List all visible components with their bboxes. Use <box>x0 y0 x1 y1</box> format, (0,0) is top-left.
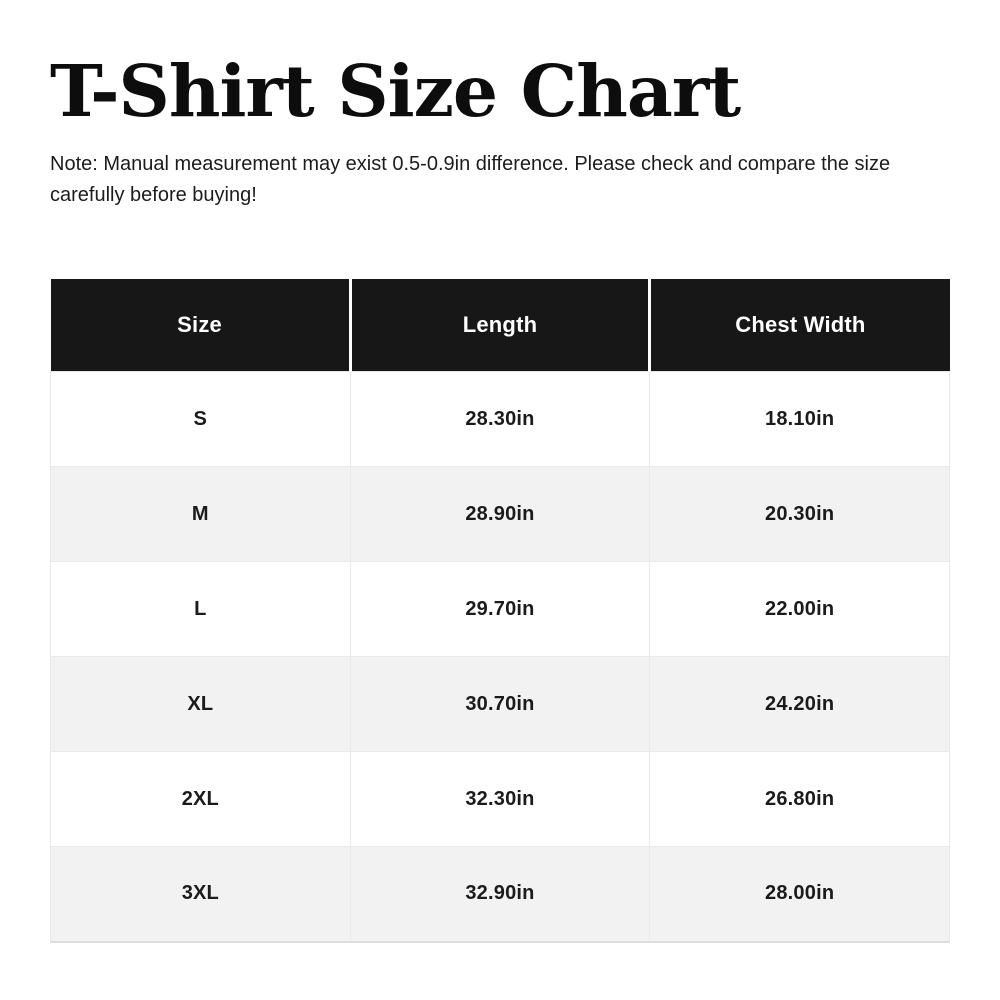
measurement-note: Note: Manual measurement may exist 0.5-0.9in difference. Please check and compare the size carefully before buying! <box>50 152 891 206</box>
size-cell: L <box>51 562 351 657</box>
chest-width-cell: 20.30in <box>650 467 950 562</box>
length-cell: 30.70in <box>350 657 650 752</box>
table-row <box>51 752 950 847</box>
chest-width-cell: 24.20in <box>650 657 950 752</box>
chest-width-cell: 18.10in <box>650 372 950 467</box>
page-title: T-Shirt Size Chart <box>50 49 741 133</box>
chest-width-cell: 26.80in <box>650 752 950 847</box>
chest-width-cell: 28.00in <box>650 847 950 942</box>
size-cell: S <box>51 372 351 467</box>
size-cell: M <box>51 467 351 562</box>
table-header <box>51 279 950 372</box>
length-cell: 32.30in <box>350 752 650 847</box>
column-header-size: Size <box>51 279 351 372</box>
length-cell: 32.90in <box>350 847 650 942</box>
column-header-length: Length <box>350 279 650 372</box>
size-cell: XL <box>51 657 351 752</box>
length-cell: 28.30in <box>350 372 650 467</box>
table-body <box>51 372 950 942</box>
header-row <box>51 279 950 372</box>
table-row <box>51 467 950 562</box>
column-header-chest-width: Chest Width <box>650 279 950 372</box>
table-row <box>51 562 950 657</box>
table-row <box>51 847 950 942</box>
length-cell: 29.70in <box>350 562 650 657</box>
size-cell: 2XL <box>51 752 351 847</box>
chest-width-cell: 22.00in <box>650 562 950 657</box>
size-cell: 3XL <box>51 847 351 942</box>
table-row <box>51 372 950 467</box>
table-row <box>51 657 950 752</box>
length-cell: 28.90in <box>350 467 650 562</box>
size-chart-table <box>50 279 950 943</box>
